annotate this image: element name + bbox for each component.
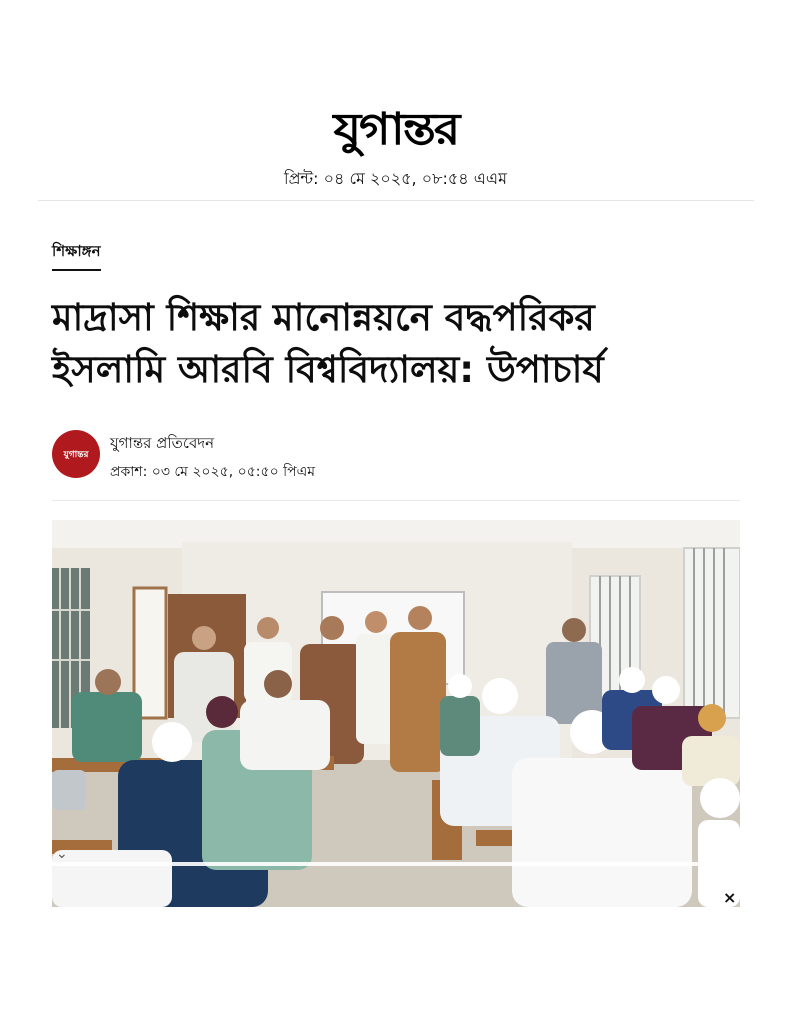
article-photo <box>52 520 740 907</box>
author-avatar <box>52 430 100 478</box>
author-avatar-text: যুগান্তর <box>63 449 89 460</box>
masthead <box>0 104 791 156</box>
classroom-photo-illustration <box>52 520 740 907</box>
byline-divider <box>52 500 740 501</box>
headline-line-2: ইসলামি আরবি বিশ্ববিদ্যালয়: উপাচার্য <box>52 348 604 391</box>
headline-line-1: মাদ্রাসা শিক্ষার মানোন্নয়নে বদ্ধপরিকর <box>52 296 595 339</box>
publish-date: প্রকাশ: ০৩ মে ২০২৫, ০৫:৫০ পিএম <box>110 464 316 480</box>
site-logo[interactable]: যুগান্তর <box>333 104 458 155</box>
header-divider <box>38 200 754 201</box>
print-timestamp: প্রিন্ট: ০৪ মে ২০২৫, ০৮:৫৪ এএম <box>284 169 507 188</box>
ad-overlay-bar <box>52 862 740 866</box>
author-name[interactable]: যুগান্তর প্রতিবেদন <box>110 434 215 452</box>
category-link[interactable]: শিক্ষাঙ্গন <box>52 240 101 271</box>
chevron-down-icon[interactable]: ⌄ <box>56 846 68 862</box>
article-headline <box>52 292 742 396</box>
close-icon[interactable]: × <box>723 888 737 907</box>
